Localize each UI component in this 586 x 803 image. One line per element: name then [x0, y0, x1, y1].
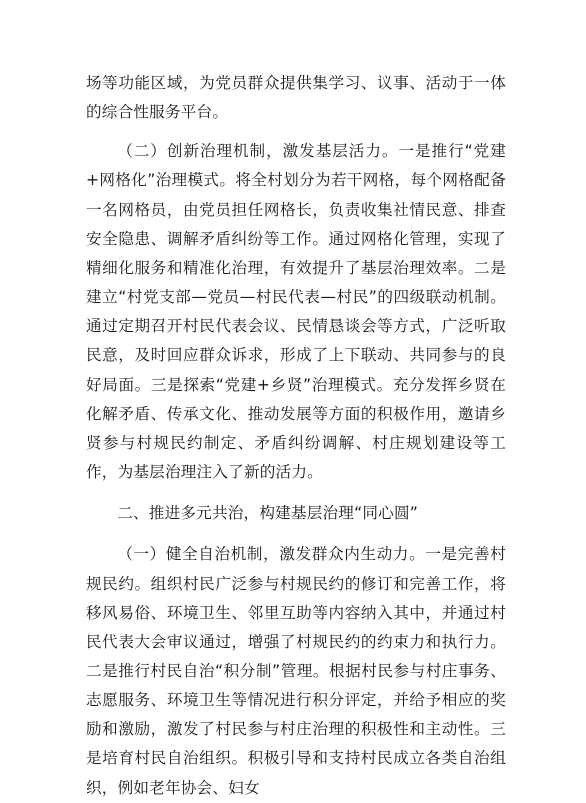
paragraph-governance-mechanism: （二）创新治理机制，激发基层活力。一是推行“党建+网格化”治理模式。将全村划分为若干网格，每个网格配备一名网格员，由党员担任网格长，负责收集社情民意、排查安全隐患、调解矛盾纠纷等工作。通过网格化管理，实现了精细化服务和精准化治理，有效提升了基层治理效率。二是建立“村党支部—党员—村民代表—村民”的四级联动机制。通过定期召开村民代表会议、民情恳谈会等方式，广泛听取民意，及时回应群众诉求，形成了上下联动、共同参与的良好局面。三是探索“党建+乡贤”治理模式。充分发挥乡贤在化解矛盾、传承文化、推动发展等方面的积极作用，邀请乡贤参与村规民约制定、矛盾纠纷调解、村庄规划建设等工作，为基层治理注入了新的活力。 [86, 142, 506, 482]
section-heading-multi-governance: 二、推进多元共治，构建基层治理“同心圆” [117, 504, 419, 523]
paragraph-gap [86, 127, 506, 137]
paragraph-continued-service-platform: 场等功能区域，为党员群众提供集学习、议事、活动于一体的综合性服务平台。 [86, 74, 506, 122]
paragraph-self-governance: （一）健全自治机制，激发群众内生动力。一是完善村规民约。组织村民广泛参与村规民约的修订和完善工作，将移风易俗、环境卫生、邻里互助等内容纳入其中，并通过村民代表大会审议通过，增强了村规民约的约束力和执行力。二是推行村民自治“积分制”管理。根据村民参与村庄事务、志愿服务、环境卫生等情况进行积分评定，并给予相应的奖励和激励，激发了村民参与村庄治理的积极性和主动性。三是培育村民自治组织。积极引导和支持村民成立各类自治组织，例如老年协会、妇女 [86, 545, 506, 797]
paragraph-gap [86, 487, 506, 499]
paragraph-gap [86, 528, 506, 540]
document-text-block [86, 69, 506, 803]
